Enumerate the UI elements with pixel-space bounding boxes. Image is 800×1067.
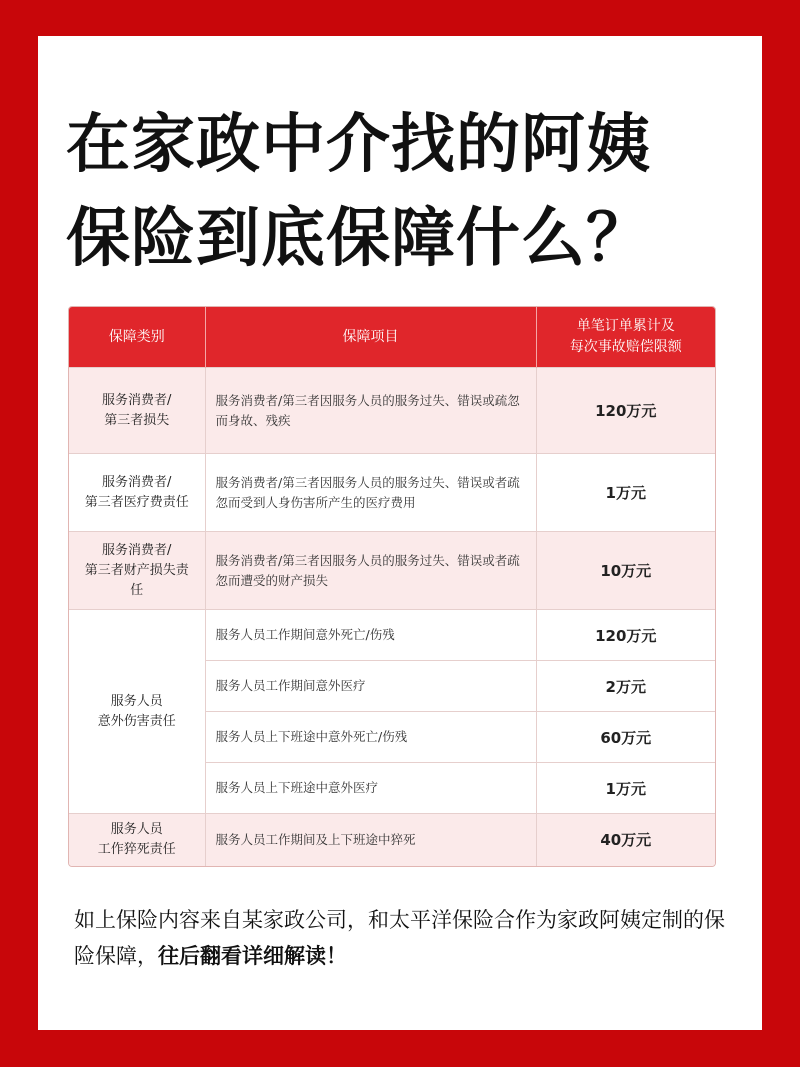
- row-category: 服务消费者/ 第三者财产损失责任: [69, 532, 205, 610]
- row-category: 服务人员 工作猝死责任: [69, 814, 205, 866]
- row-limit: 60万元: [536, 712, 715, 763]
- row-item: 服务消费者/第三者因服务人员的服务过失、错误或疏忽而身故、残疾: [205, 368, 536, 454]
- row-item: 服务人员工作期间及上下班途中猝死: [205, 814, 536, 866]
- header-item-label: 保障项目: [342, 328, 399, 345]
- page-title: [66, 98, 746, 286]
- table-row: [69, 610, 715, 661]
- table-row: [69, 368, 715, 454]
- title-line-1: 在家政中介找的阿姨: [66, 108, 651, 182]
- row-item: 服务人员工作期间意外医疗: [205, 661, 536, 712]
- footer-cta: 往后翻看详细解读！: [158, 944, 347, 968]
- row-limit: 10万元: [536, 532, 715, 610]
- row-category: 服务人员 意外伤害责任: [69, 610, 205, 814]
- row-limit: 1万元: [536, 454, 715, 532]
- row-limit: 2万元: [536, 661, 715, 712]
- header-category: [69, 307, 205, 368]
- header-item: [205, 307, 536, 368]
- row-limit: 120万元: [536, 368, 715, 454]
- row-item: 服务消费者/第三者因服务人员的服务过失、错误或者疏忽而受到人身伤害所产生的医疗费用: [205, 454, 536, 532]
- table-row: [69, 814, 715, 866]
- row-item: 服务消费者/第三者因服务人员的服务过失、错误或者疏忽而遭受的财产损失: [205, 532, 536, 610]
- insurance-table: [68, 306, 716, 867]
- row-item: 服务人员上下班途中意外死亡/伤残: [205, 712, 536, 763]
- row-category: 服务消费者/ 第三者医疗费责任: [69, 454, 205, 532]
- row-item: 服务人员上下班途中意外医疗: [205, 763, 536, 814]
- content-card: [38, 36, 762, 1030]
- row-category: 服务消费者/ 第三者损失: [69, 368, 205, 454]
- footer-text: 如上保险内容来自某家政公司，和太平洋保险合作为家政阿姨定制的保险保障，: [74, 908, 725, 968]
- table-row: [69, 532, 715, 610]
- header-category-label: 保障类别: [108, 328, 165, 345]
- row-limit: 1万元: [536, 763, 715, 814]
- row-limit: 120万元: [536, 610, 715, 661]
- header-limit-label: 单笔订单累计及 每次事故赔偿限额: [569, 318, 682, 355]
- table-header-row: [69, 307, 715, 368]
- footer-note: [74, 902, 734, 974]
- row-limit: 40万元: [536, 814, 715, 866]
- header-limit: [536, 307, 715, 368]
- table-row: [69, 454, 715, 532]
- row-item: 服务人员工作期间意外死亡/伤残: [205, 610, 536, 661]
- title-line-2: 保险到底保障什么？: [66, 202, 651, 276]
